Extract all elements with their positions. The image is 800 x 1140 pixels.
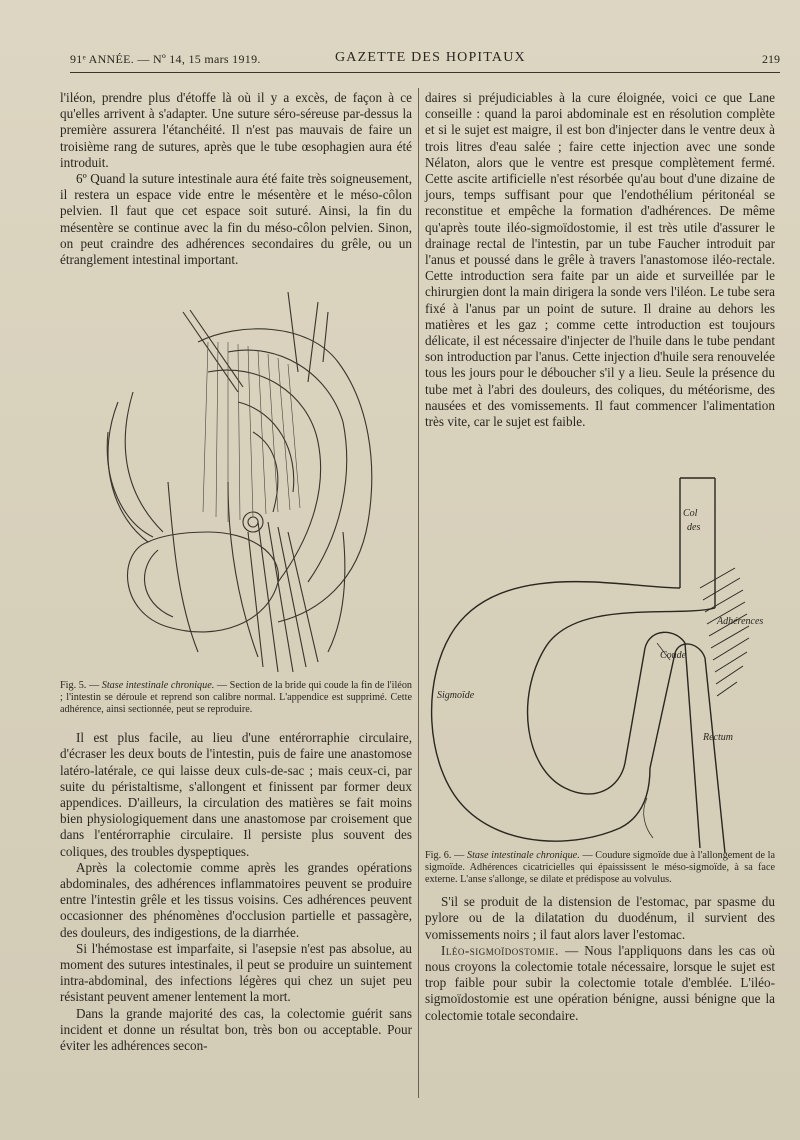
paragraph-right-b: S'il se produit de la distension de l'estomac, par spasme du pylore ou de la dilatation du duodénum, il survient des vomissements noirs ; il faut alors laver l'estomac. bbox=[425, 894, 775, 942]
label-sigmoide: Sigmoïde bbox=[437, 690, 475, 701]
label-coude: Coude bbox=[660, 650, 687, 661]
paragraph-b: Après la colectomie comme après les grandes opérations abdominales, des adhérences inflammatoires peuvent se produire entre l'intestin grêle et les tissus voisins. Ces adhérences peuvent occasionner des phénomènes d'occlusion partielle et passagère, des douleurs, des indigestions, de la diarrhée. bbox=[60, 859, 412, 940]
figure-6-diagram bbox=[425, 468, 780, 876]
page-header bbox=[70, 50, 780, 73]
label-rectum: Rectum bbox=[703, 732, 733, 743]
journal-title: GAZETTE DES HOPITAUX bbox=[335, 50, 526, 65]
label-des: des bbox=[687, 522, 701, 533]
paragraph-c: Si l'hémostase est imparfaite, si l'asepsie n'est pas absolue, au moment des sutures intestinales, il peut se produire un suintement intra-abdominal, des infections légères qui chez un sujet peu résistant peuvent amener lentement la mort. bbox=[60, 940, 412, 1005]
section-text: — Nous l'appliquons dans les cas où nous croyons la colectomie totale nécessaire, lorsque le sujet est trop faible pour subir la colectomie totale d'emblée. L'iléo-sigmoïdostomie est une opération bénigne, aussi bénigne que la colectomie totale secondaire. bbox=[425, 942, 775, 1023]
paragraph-right-a: daires si préjudiciables à la cure éloignée, voici ce que Lane conseille : quand la paroi abdominale est en résolution complète et si le sujet est maigre, il est bon d'injecter dans le ventre deux à trois litres d'eau salée ; faire cette injection avec une sonde Nélaton, alors que le ventre est presque complètement fermé. Cette ascite artificielle n'est résorbée qu'au bout d'une dizaine de jours, temps suffisant pour que l'endothélium péritonéal se reconstitue et empêche la formation d'adhérences. De même qu'après toute iléo-sigmoïdostomie, il est très utile d'assurer le drainage rectal de l'intestin, par un tube Faucher introduit par l'anus et poussé dans le grêle à travers l'anastomose iléo-rectale. Cette introduction sera faite par un aide et surveillée par le chirurgien dont la main dirigera la sonde vers l'iléon. Le tube sera fixé à l'anus par un point de suture. Il draine au dehors les matières et les gaz ; comme cette introduction est toujours délicate, il est nécessaire d'injecter de l'huile dans le tube pendant son introduction par l'anus. Cette injection d'huile sera renouvelée tous les jours pour le déboucher s'il y a lieu. Seule la présence du tube met à l'abri des douleurs, des coliques, du météorisme, des nausées et des vomissements. Il faut commencer l'alimentation très vite, car le sujet est faible. bbox=[425, 90, 775, 430]
label-col: Col bbox=[683, 508, 698, 519]
page-number: 219 bbox=[762, 52, 780, 66]
label-adherences: Adhérences bbox=[717, 616, 764, 627]
issue-info: 91ᵉ ANNÉE. — Nº 14, 15 mars 1919. bbox=[70, 52, 261, 66]
figure-6-caption-text: — Coudure sigmoïde due à l'allongement de la sigmoïde. Adhérences cicatricielles qui épaississent le méso-sigmoïde, à sa face externe. L'anse s'allonge, se dilate et prédispose au volvulus. bbox=[425, 850, 775, 886]
figure-5-caption bbox=[60, 680, 412, 716]
figure-6-caption-label: Fig. 6. — bbox=[425, 850, 467, 862]
paragraph-intro: l'iléon, prendre plus d'étoffe là où il y a excès, de façon à ce qu'elles arrivent à s'adapter. Une suture séro-séreuse par-dessus la première assurera l'étanchéité. Il n'est pas mauvais de faire un troisième rang de sutures, après que le tube œsophagien aura été introduit. bbox=[60, 90, 412, 170]
paragraph-item-6: 6º Quand la suture intestinale aura été faite très soigneusement, il restera un espace vide entre le mésentère et le méso-côlon pelvien. Il faut que cet espace soit suturé. Ainsi, la fin du mésentère se continue avec la fin du méso-côlon pelvien. Sinon, on peut craindre des adhérences secondaires du grêle, ou un étranglement intestinal important. bbox=[60, 171, 412, 268]
paragraph-d: Dans la grande majorité des cas, la colectomie guérit sans incident et donne un résultat bon, très bon ou acceptable. Pour éviter les adhérences secon- bbox=[60, 1005, 412, 1054]
figure-5-caption-title: Stase intestinale chronique. bbox=[101, 680, 215, 692]
figure-5-illustration bbox=[78, 282, 403, 677]
paragraph-right-c bbox=[425, 943, 775, 1024]
figure-5-caption-text: — Section de la bride qui coude la fin de l'iléon ; l'intestin se déroule et reprend son calibre normal. L'appendice est supprimé. Cette adhérence, ainsi sectionnée, peut se reproduire. bbox=[60, 680, 413, 716]
section-title: Iléo-sigmoïdostomie. bbox=[441, 942, 559, 958]
paragraph-a: Il est plus facile, au lieu d'une entérorraphie circulaire, d'écraser les deux bouts de l'intestin, puis de faire une anastomose latéro-latérale, ce qui laisse deux culs-de-sac ; mais ceux-ci, par suite du péristaltisme, s'allongent et finissent par former deux appendices. D'ailleurs, la circulation des matières se fait moins bien physiologiquement dans une anastomose par croisement que dans l'entérorraphie circulaire. Il persiste plus souvent des coliques, des troubles dyspeptiques. bbox=[60, 730, 412, 859]
figure-6-caption-title: Stase intestinale chronique. bbox=[466, 850, 580, 862]
figure-5-caption-label: Fig. 5. — bbox=[60, 680, 102, 692]
column-divider bbox=[418, 88, 419, 1098]
